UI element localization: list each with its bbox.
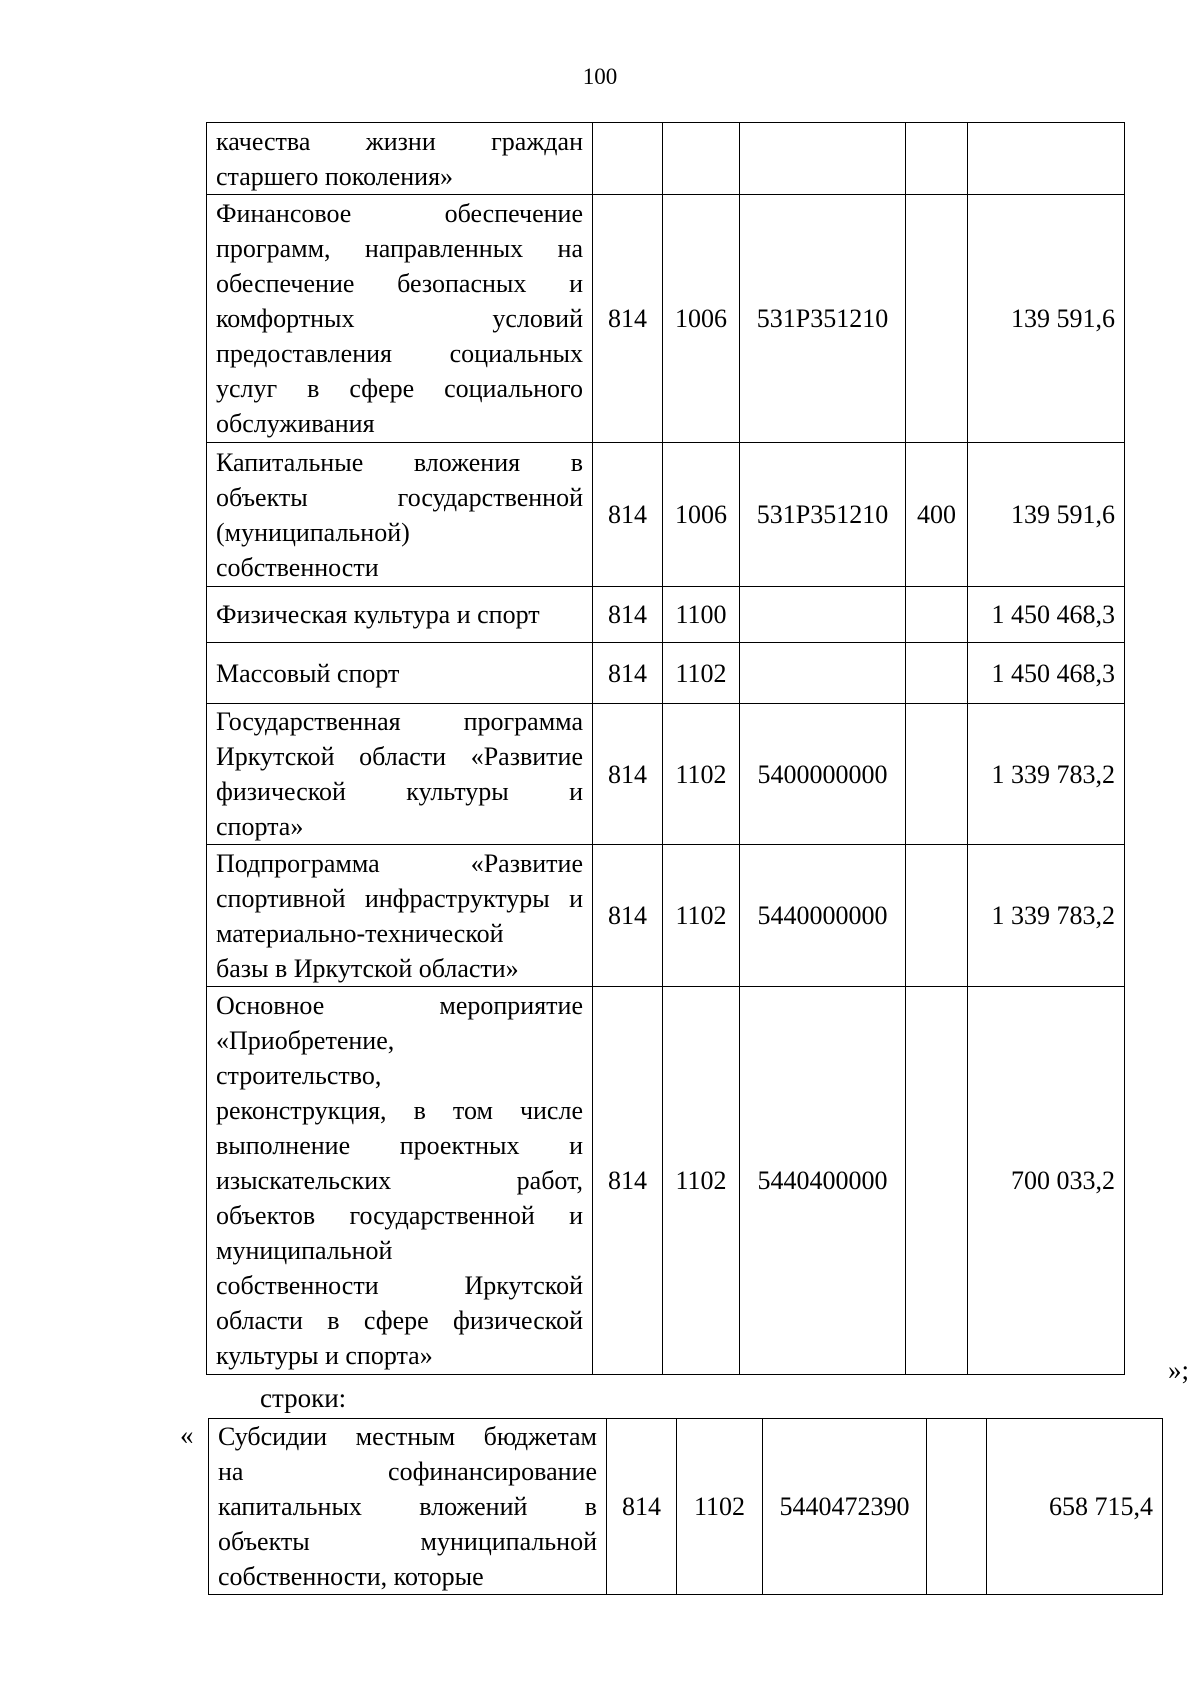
expense-type-cell [906, 123, 968, 195]
ministry-code-cell: 814 [593, 643, 663, 704]
description-line: базы в Иркутской области» [216, 953, 519, 983]
description-line: объекты государственной [216, 482, 583, 512]
row-description [207, 987, 593, 1375]
expense-type-cell: 400 [906, 443, 968, 587]
description-line: предоставления социальных [216, 339, 583, 368]
amount-cell: 1 339 783,2 [968, 845, 1125, 987]
description-line: на софинансирование [218, 1457, 597, 1486]
expense-type-cell [906, 845, 968, 987]
description-line: культуры и спорта» [216, 1341, 433, 1370]
ministry-code-cell: 814 [593, 987, 663, 1375]
row-description [207, 195, 593, 443]
description-line: физической культуры и [216, 777, 583, 806]
description-line: обслуживания [216, 409, 375, 438]
target-article-cell: 5440400000 [740, 987, 906, 1375]
ministry-code-cell: 814 [593, 195, 663, 443]
description-line: спорта» [216, 812, 304, 841]
target-article-cell [740, 587, 906, 643]
description-line: реконструкция, в том числе [216, 1096, 583, 1125]
row-description [207, 443, 593, 587]
ministry-code-cell: 814 [593, 443, 663, 587]
description-line: Иркутской области «Развитие [216, 742, 583, 771]
section-code-cell: 1006 [663, 443, 740, 587]
description-line: выполнение проектных и [216, 1131, 583, 1160]
description-line: Финансовое обеспечение [216, 199, 583, 228]
row-description [207, 845, 593, 987]
description-line: муниципальной [216, 1236, 393, 1265]
description-line: качества жизни граждан [216, 126, 583, 156]
new-rows-table [208, 1418, 1163, 1595]
ministry-code-cell: 814 [593, 845, 663, 987]
table-row [207, 845, 1125, 987]
amount-cell: 139 591,6 [968, 195, 1125, 443]
description-line: спортивной инфраструктуры и [216, 883, 583, 913]
row-description [207, 643, 593, 704]
description-line: материально-технической [216, 918, 504, 948]
expense-type-cell [906, 195, 968, 443]
description-line: (муниципальной) [216, 517, 410, 547]
description-line: программ, направленных на [216, 234, 583, 263]
description-line: услуг в сфере социального [216, 374, 583, 403]
target-article-cell: 5440472390 [763, 1419, 927, 1595]
section-code-cell: 1102 [663, 987, 740, 1375]
section-code-cell: 1102 [663, 704, 740, 845]
table-row [207, 195, 1125, 443]
table-row [207, 123, 1125, 195]
ministry-code-cell [593, 123, 663, 195]
target-article-cell [740, 643, 906, 704]
description-line: капитальных вложений в [218, 1492, 597, 1521]
description-line: Физическая культура и спорт [216, 600, 540, 629]
description-line: «Приобретение, [216, 1026, 395, 1055]
expense-type-cell [906, 587, 968, 643]
description-line: собственности Иркутской [216, 1271, 583, 1300]
target-article-cell: 5440000000 [740, 845, 906, 987]
target-article-cell: 531P351210 [740, 443, 906, 587]
row-description [207, 123, 593, 195]
expense-type-cell [906, 643, 968, 704]
description-line: изыскательских работ, [216, 1166, 583, 1195]
section-code-cell: 1006 [663, 195, 740, 443]
section-code-cell: 1102 [677, 1419, 763, 1595]
description-line: Государственная программа [216, 707, 583, 736]
ministry-code-cell: 814 [593, 587, 663, 643]
description-line: собственности [216, 552, 379, 582]
opening-quote: « [180, 1420, 194, 1450]
budget-table [206, 122, 1125, 1375]
table-row [207, 704, 1125, 845]
table-row [207, 643, 1125, 704]
table-row [209, 1419, 1163, 1595]
expense-type-cell [906, 987, 968, 1375]
description-line: строительство, [216, 1061, 382, 1090]
section-code-cell: 1102 [663, 643, 740, 704]
expense-type-cell [927, 1419, 987, 1595]
description-line: объекты муниципальной [218, 1527, 597, 1556]
section-code-cell [663, 123, 740, 195]
closing-quote: »; [1168, 1355, 1190, 1385]
amount-cell: 139 591,6 [968, 443, 1125, 587]
amount-cell: 1 450 468,3 [968, 587, 1125, 643]
description-line: старшего поколения» [216, 161, 454, 191]
amount-cell: 658 715,4 [987, 1419, 1163, 1595]
description-line: объектов государственной и [216, 1201, 583, 1230]
ministry-code-cell: 814 [607, 1419, 677, 1595]
amount-cell: 1 450 468,3 [968, 643, 1125, 704]
target-article-cell [740, 123, 906, 195]
description-line: комфортных условий [216, 304, 583, 333]
row-description [209, 1419, 607, 1595]
description-line: Основное мероприятие [216, 991, 583, 1020]
expense-type-cell [906, 704, 968, 845]
description-line: Массовый спорт [216, 658, 400, 688]
description-line: области в сфере физической [216, 1306, 583, 1335]
rows-label: строки: [260, 1383, 347, 1413]
amount-cell: 1 339 783,2 [968, 704, 1125, 845]
target-article-cell: 531P351210 [740, 195, 906, 443]
target-article-cell: 5400000000 [740, 704, 906, 845]
description-line: обеспечение безопасных и [216, 269, 583, 298]
ministry-code-cell: 814 [593, 704, 663, 845]
table-row [207, 987, 1125, 1375]
row-description [207, 587, 593, 643]
amount-cell: 700 033,2 [968, 987, 1125, 1375]
table-row [207, 587, 1125, 643]
description-line: Субсидии местным бюджетам [218, 1422, 597, 1451]
row-description [207, 704, 593, 845]
section-code-cell: 1100 [663, 587, 740, 643]
section-code-cell: 1102 [663, 845, 740, 987]
table-row [207, 443, 1125, 587]
description-line: Подпрограмма «Развитие [216, 848, 583, 878]
amount-cell [968, 123, 1125, 195]
description-line: Капитальные вложения в [216, 447, 583, 477]
page-number: 100 [582, 64, 618, 89]
description-line: собственности, которые [218, 1562, 484, 1591]
